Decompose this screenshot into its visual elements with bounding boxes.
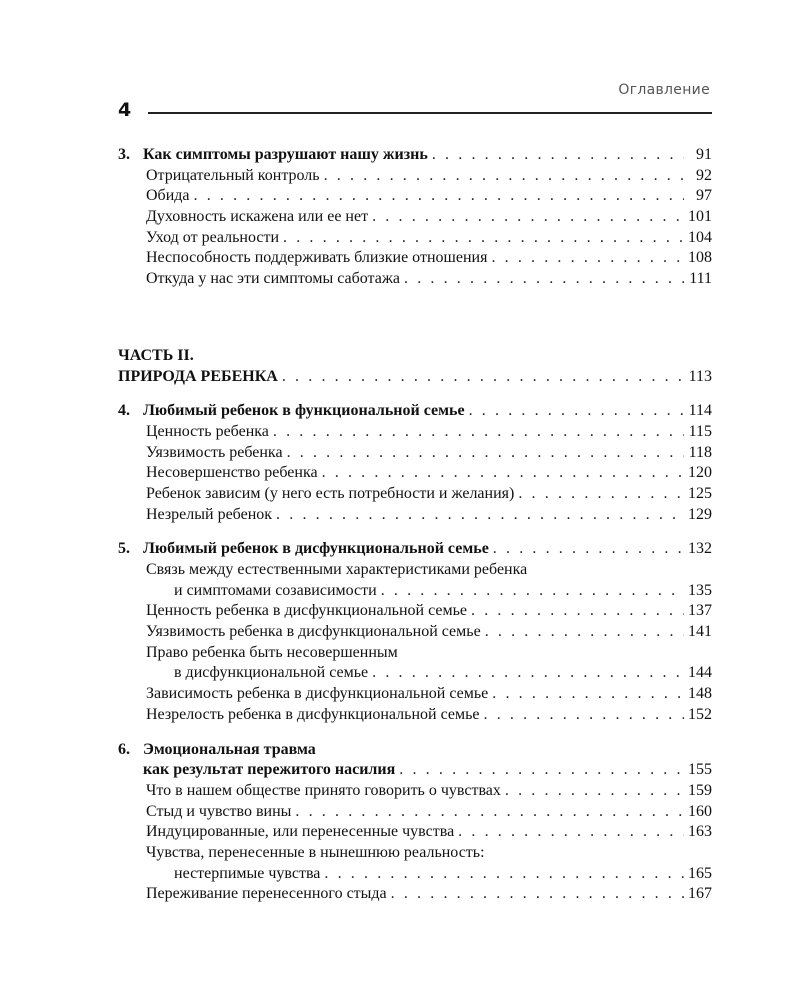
entry-title: Отрицательный контроль: [146, 166, 320, 184]
chapter-title: Как симптомы разрушают нашу жизнь: [143, 146, 428, 163]
dot-leader: [283, 228, 684, 249]
toc-entry[interactable]: [118, 601, 712, 622]
toc-entry[interactable]: [118, 581, 712, 602]
page-ref: 144: [688, 664, 712, 682]
dot-leader: [404, 269, 684, 290]
dot-leader: [194, 186, 685, 207]
toc-entry[interactable]: [118, 269, 712, 290]
page-ref: 118: [688, 443, 712, 461]
dot-leader: [372, 663, 684, 684]
dot-leader: [518, 484, 684, 505]
toc-entry[interactable]: [118, 463, 712, 484]
dot-leader: [372, 207, 684, 228]
entry-title: Зависимость ребенка в дисфункциональной семье: [146, 685, 489, 703]
spacer: [118, 387, 712, 401]
dot-leader: [505, 781, 684, 802]
running-head: Оглавление: [618, 82, 710, 98]
chapter-5-entry[interactable]: [118, 539, 712, 560]
chapter-number: 4.: [118, 402, 130, 420]
toc-entry[interactable]: [118, 705, 712, 726]
spacer: [118, 726, 712, 740]
entry-title: Духовность искажена или ее нет: [146, 208, 369, 226]
chapter-number: 3.: [118, 146, 130, 163]
dot-leader: [432, 145, 684, 166]
dot-leader: [469, 401, 684, 422]
chapter-6-title-line[interactable]: [118, 740, 712, 761]
page-ref: 163: [688, 823, 712, 841]
page-ref: 108: [688, 249, 712, 267]
page-ref: 167: [688, 885, 712, 903]
entry-title: Ребенок зависим (у него есть потребности и желания): [146, 484, 515, 502]
dot-leader: [492, 684, 684, 705]
entry-title: Переживание перенесенного стыда: [146, 885, 387, 903]
page-ref: 104: [688, 228, 712, 246]
toc-entry[interactable]: [118, 663, 712, 684]
page-ref: 152: [688, 705, 712, 723]
entry-title: Индуцированные, или перенесенные чувства: [146, 823, 455, 841]
toc-entry[interactable]: [118, 505, 712, 526]
chapter-4-entry[interactable]: [118, 401, 712, 422]
entry-title: Откуда у нас эти симптомы саботажа: [146, 270, 400, 288]
page-ref: 91: [696, 146, 712, 163]
entry-title-line[interactable]: Связь между естественными характеристиками ребенка: [146, 561, 528, 578]
page-ref: 92: [696, 166, 712, 184]
dot-leader: [491, 248, 684, 269]
page-ref: 97: [696, 187, 712, 205]
dot-leader: [493, 539, 684, 560]
page-ref: 129: [688, 505, 712, 523]
entry-title: Незрелый ребенок: [146, 505, 273, 523]
chapter-6-entry[interactable]: [118, 760, 712, 781]
page-ref: 114: [688, 402, 712, 420]
chapter-title: Эмоциональная травма: [143, 740, 316, 758]
toc-entry[interactable]: [118, 207, 712, 228]
entry-title-line[interactable]: Чувства, перенесенные в нынешнюю реальность:: [146, 843, 485, 861]
entry-title: Ценность ребенка в дисфункциональной семье: [146, 602, 468, 620]
part-2-entry[interactable]: [118, 367, 712, 388]
part-title: ПРИРОДА РЕБЕНКА: [118, 367, 278, 385]
page-ref: 135: [688, 581, 712, 599]
dot-leader: [322, 463, 684, 484]
toc-entry[interactable]: [118, 781, 712, 802]
entry-title-line[interactable]: Право ребенка быть несовершенным: [146, 643, 398, 661]
chapter-number: 5.: [118, 540, 130, 558]
entry-title: Несовершенство ребенка: [146, 464, 318, 482]
dot-leader: [391, 884, 684, 905]
dot-leader: [485, 622, 684, 643]
entry-title: Уязвимость ребенка в дисфункциональной семье: [146, 623, 481, 641]
toc-entry[interactable]: [118, 864, 712, 885]
dot-leader: [273, 422, 684, 443]
page-ref: 115: [688, 422, 712, 440]
toc-entry[interactable]: [118, 822, 712, 843]
dot-leader: [295, 802, 684, 823]
entry-title: Обида: [146, 187, 190, 205]
page-ref: 132: [688, 540, 712, 558]
page-number: 4: [118, 99, 132, 121]
page-ref: 141: [688, 623, 712, 641]
chapter-title: Любимый ребенок в дисфункциональной семье: [143, 540, 489, 558]
spacer: [118, 525, 712, 539]
page-ref: 120: [688, 464, 712, 482]
toc-entry[interactable]: [118, 622, 712, 643]
chapter-3-entry[interactable]: [118, 145, 712, 166]
page-ref: 113: [688, 367, 712, 385]
toc-entry[interactable]: [118, 684, 712, 705]
entry-title: Уход от реальности: [146, 228, 280, 246]
toc-entry[interactable]: [118, 422, 712, 443]
dot-leader: [484, 705, 685, 726]
dot-leader: [282, 367, 684, 388]
dot-leader: [324, 166, 684, 187]
page-ref: 125: [688, 484, 712, 502]
page-ref: 160: [688, 802, 712, 820]
entry-title: Неспособность поддерживать близкие отношения: [146, 249, 488, 267]
toc-entry[interactable]: [118, 186, 712, 207]
spacer: [118, 290, 712, 346]
part-label: ЧАСТЬ II.: [118, 346, 194, 364]
entry-title: нестерпимые чувства: [174, 864, 321, 882]
toc-entry[interactable]: [118, 166, 712, 187]
toc-entry[interactable]: [118, 248, 712, 269]
table-of-contents: [118, 145, 712, 905]
chapter-number: 6.: [118, 740, 130, 758]
dot-leader: [471, 601, 684, 622]
toc-entry[interactable]: [118, 884, 712, 905]
entry-title: в дисфункциональной семье: [174, 664, 369, 682]
dot-leader: [381, 581, 684, 602]
page-ref: 155: [688, 761, 712, 779]
page-ref: 137: [688, 602, 712, 620]
chapter-title: Любимый ребенок в функциональной семье: [143, 402, 465, 420]
toc-entry[interactable]: [118, 228, 712, 249]
dot-leader: [399, 760, 684, 781]
chapter-title: как результат пережитого насилия: [143, 761, 396, 779]
page-ref: 148: [688, 685, 712, 703]
toc-entry[interactable]: [118, 802, 712, 823]
entry-title: Уязвимость ребенка: [146, 443, 283, 461]
dot-leader: [276, 505, 684, 526]
toc-entry[interactable]: [118, 443, 712, 464]
header-rule: [148, 112, 712, 114]
page-ref: 165: [688, 864, 712, 882]
dot-leader: [458, 822, 684, 843]
entry-title: Что в нашем обществе принято говорить о чувствах: [146, 781, 501, 799]
entry-title: Стыд и чувство вины: [146, 802, 292, 820]
entry-title: Незрелость ребенка в дисфункциональной семье: [146, 705, 480, 723]
toc-entry[interactable]: [118, 484, 712, 505]
dot-leader: [287, 443, 684, 464]
page-ref: 159: [688, 781, 712, 799]
page-ref: 101: [688, 208, 712, 226]
entry-title: Ценность ребенка: [146, 422, 269, 440]
page-ref: 111: [689, 270, 712, 288]
entry-title: и симптомами созависимости: [174, 581, 377, 599]
dot-leader: [324, 864, 684, 885]
